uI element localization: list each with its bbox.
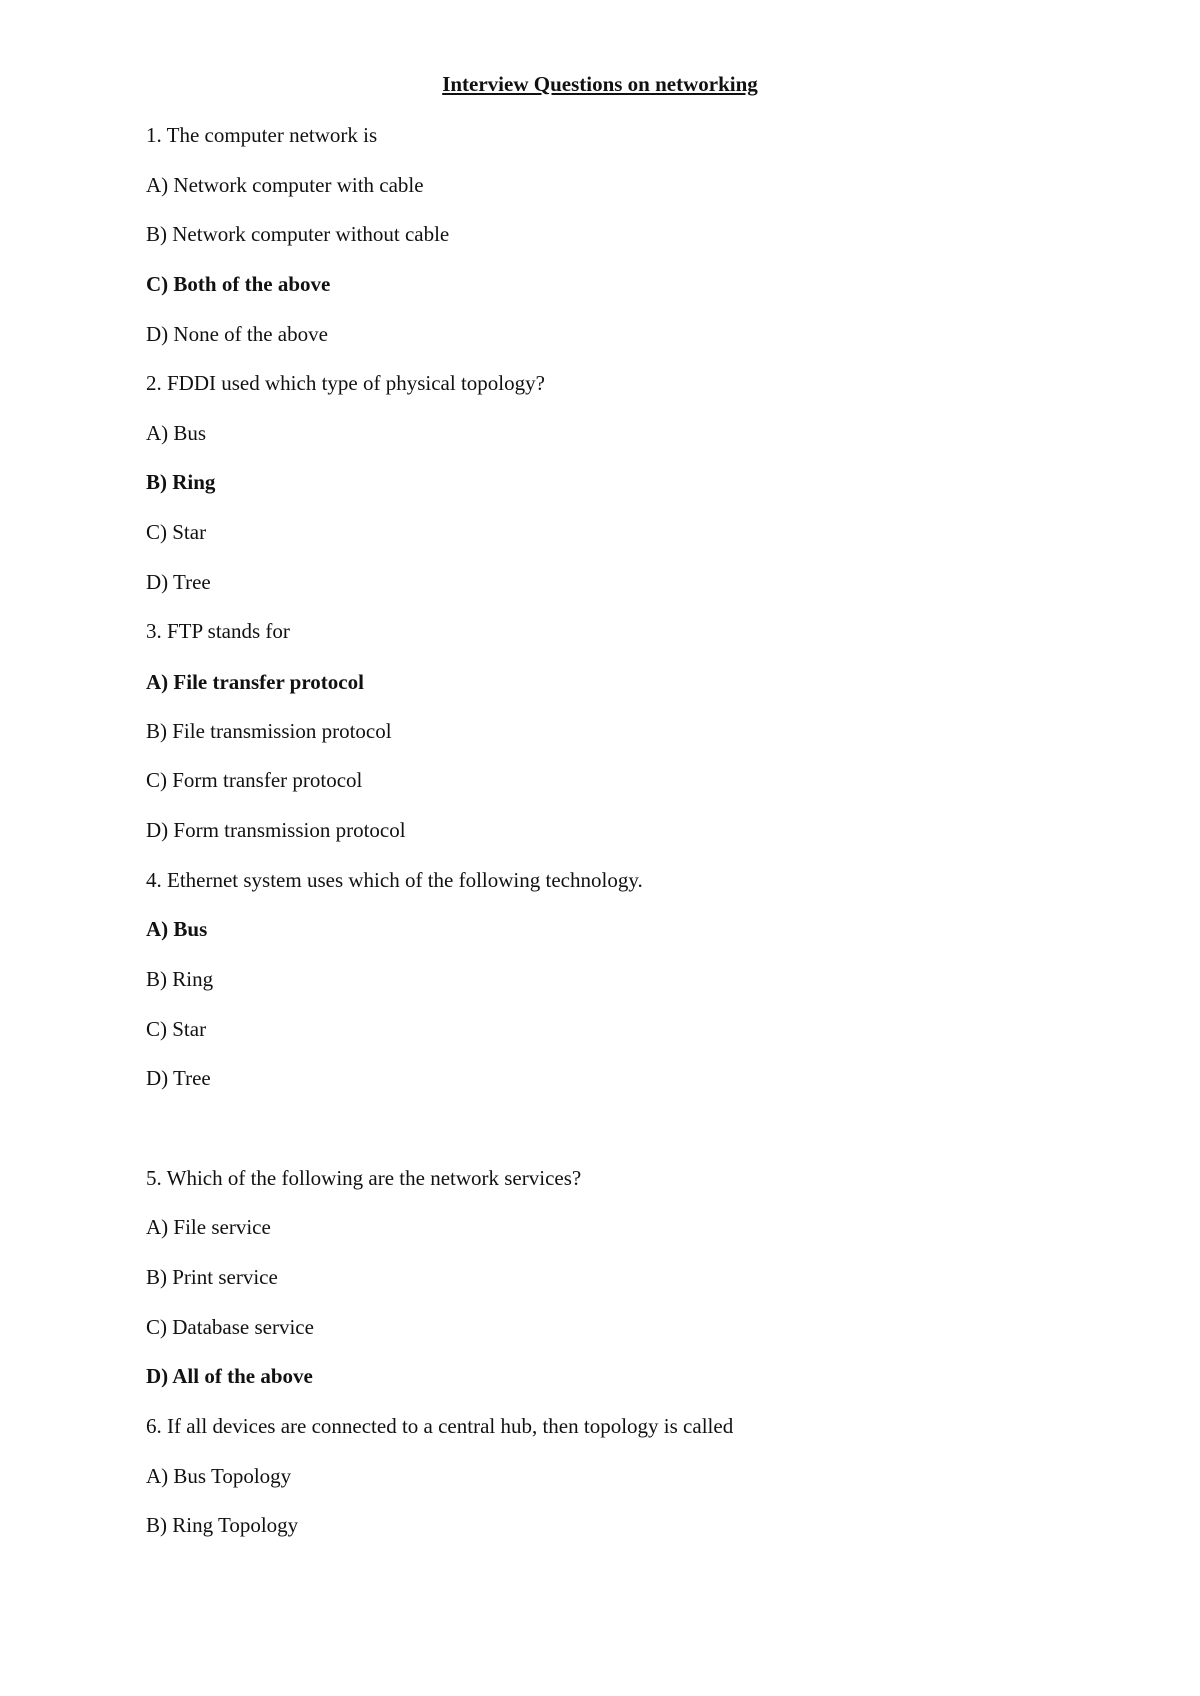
q5-option-c: C) Database service — [146, 1315, 314, 1339]
q5-option-b: B) Print service — [146, 1265, 278, 1289]
q3-option-d: D) Form transmission protocol — [146, 818, 406, 842]
question-6: 6. If all devices are connected to a central hub, then topology is called — [146, 1414, 734, 1438]
q4-option-b: B) Ring — [146, 967, 214, 991]
q2-option-d: D) Tree — [146, 570, 211, 594]
q5-option-a: A) File service — [146, 1215, 271, 1239]
q4-option-d: D) Tree — [146, 1066, 211, 1090]
q6-option-a: A) Bus Topology — [146, 1464, 292, 1488]
q3-option-c: C) Form transfer protocol — [146, 768, 363, 792]
q5-option-d-answer: D) All of the above — [146, 1364, 313, 1388]
q1-option-d: D) None of the above — [146, 322, 328, 346]
question-5: 5. Which of the following are the network services? — [146, 1166, 582, 1190]
q4-option-c: C) Star — [146, 1017, 207, 1041]
q1-option-a: A) Network computer with cable — [146, 173, 424, 197]
q2-option-c: C) Star — [146, 520, 207, 544]
q2-option-a: A) Bus — [146, 421, 207, 445]
q4-option-a-answer: A) Bus — [146, 917, 208, 941]
question-3: 3. FTP stands for — [146, 619, 290, 643]
q2-option-b-answer: B) Ring — [146, 470, 216, 494]
question-4: 4. Ethernet system uses which of the following technology. — [146, 868, 643, 892]
q3-option-b: B) File transmission protocol — [146, 719, 392, 743]
q1-option-c-answer: C) Both of the above — [146, 272, 331, 296]
q1-option-b: B) Network computer without cable — [146, 222, 450, 246]
q6-option-b: B) Ring Topology — [146, 1513, 299, 1537]
q3-option-a-answer: A) File transfer protocol — [146, 670, 364, 694]
question-2: 2. FDDI used which type of physical topology? — [146, 371, 545, 395]
document-title: Interview Questions on networking — [442, 72, 758, 96]
question-1: 1. The computer network is — [146, 123, 378, 147]
